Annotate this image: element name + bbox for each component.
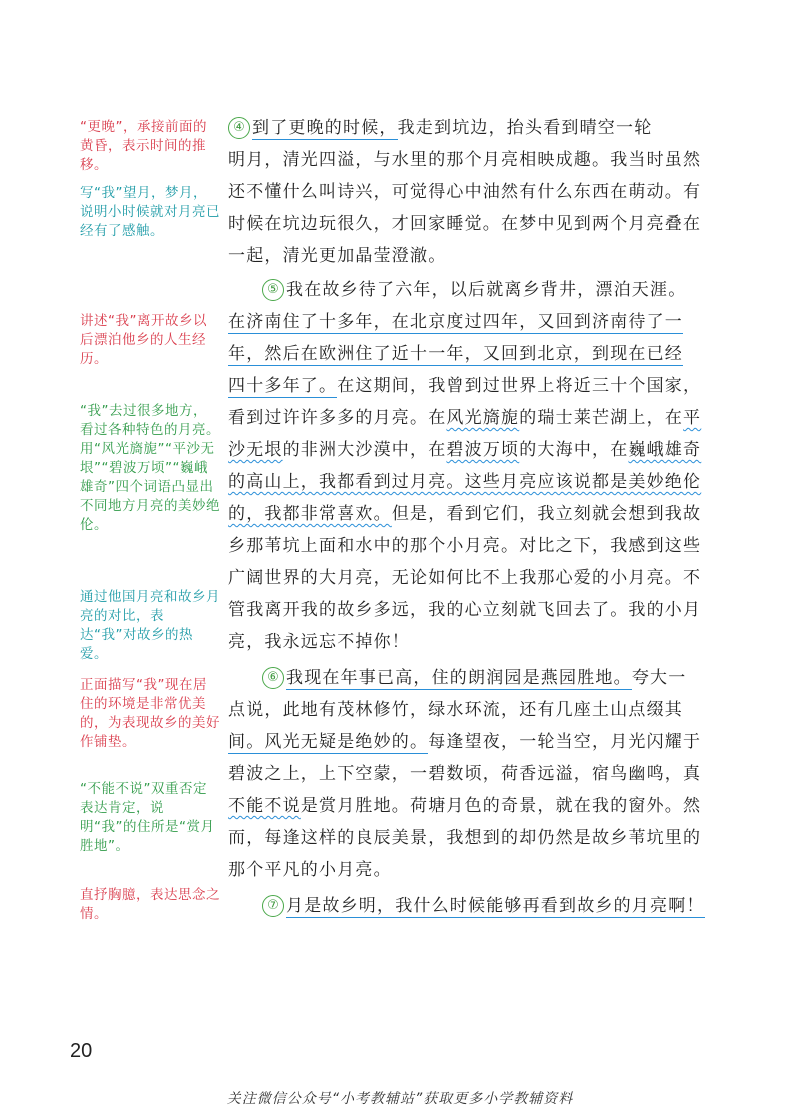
annotation-4: “我”去过很多地方，看过各种特色的月亮。用“风光旖旎”“平沙无垠”“碧波万顷”“巍峨雄奇”四个词语凸显出不同地方月亮的美妙绝伦。 [80,403,220,533]
p6-line [228,758,701,790]
text-run: 但是，看到它们，我立刻就会想到我故 [391,504,702,524]
text-run: 在这期间，我曾到过世界上将近三十个国家， [337,376,702,396]
footer-note: 关注微信公众号“小考教辅站”获取更多小学教辅资料 [226,1091,574,1107]
wavy-phrase: 碧波万顷 [446,440,520,460]
text-run: 夸大一 [631,668,687,688]
p5-line [228,370,701,402]
p4-line [228,208,701,240]
underlined-phrase: 月是故乡明，我什么时候能够再看到故乡的月亮啊！ [286,896,705,916]
annotation-1: “更晚”，承接前面的黄昏，表示时间的推移。 [80,119,207,173]
wavy-phrase: 沙无垠 [228,440,283,460]
underlined-phrase: 在济南住了十多年，在北京度过四年，又回到济南待了一 [228,312,683,332]
wavy-phrase: 平 [683,408,702,428]
underlined-phrase: 我现在年事已高，住的朗润园是燕园胜地。 [286,668,632,688]
p5-line [228,466,701,498]
text-run: 我走到坑边，抬头看到晴空一轮 [397,118,653,138]
p5-line [228,498,701,530]
underlined-phrase: 到了更晚的时候， [252,118,398,138]
text-run: 点说，此地有茂林修竹，绿水环流，还有几座土山点缀其 [228,700,683,720]
p5-line [228,306,683,338]
text-run: 我在故乡待了六年，以后就离乡背井，漂泊天涯。 [286,280,687,300]
text-run: 管我离开我的故乡多远，我的心立刻就飞回去了。我的小月 [228,600,702,620]
p6-line [228,790,701,822]
text-run: 时候在坑边玩很久，才回家睡觉。在梦中见到两个月亮叠在 [228,214,702,234]
p6-line [228,726,701,758]
wavy-phrase: 不能不说 [228,796,301,816]
annotation-3: 讲述“我”离开故乡以后漂泊他乡的人生经历。 [80,313,207,367]
p5-line [228,338,683,370]
p4-line [228,112,652,144]
p4-line [228,240,446,272]
p6-line [228,694,683,726]
p6-line [228,822,701,854]
p6-line [228,854,392,886]
paragraph-number: ⑤ [262,279,284,301]
paragraph-number: ④ [228,117,250,139]
p5-line [228,594,701,626]
annotation-6: 正面描写“我”现在居住的环境是非常优美的，为表现故乡的美好作铺垫。 [80,677,220,750]
text-run: 的非洲大沙漠中，在 [282,440,447,460]
text-run: 看到过许许多多的月亮。在 [228,408,447,428]
wavy-phrase: 的，我都非常喜欢。 [228,504,392,524]
text-run: 乡那苇坑上面和水中的那个小月亮。对比之下，我感到这些 [228,536,702,556]
underlined-phrase: 间。风光无疑是绝妙的。 [228,732,429,752]
p5-line [262,274,686,306]
wavy-phrase: 巍峨雄奇 [628,440,702,460]
wavy-phrase: 风光旖旎 [446,408,520,428]
underlined-phrase: 年，然后在欧洲住了近十一年，又回到北京，到现在已经 [228,344,683,364]
underlined-phrase: 四十多年了。 [228,376,338,396]
text-run: 碧波之上，上下空蒙，一碧数顷，荷香远溢，宿鸟幽鸣，真 [228,764,702,784]
p5-line [228,530,701,562]
paragraph-number: ⑦ [262,895,284,917]
text-run: 而，每逢这样的良辰美景，我想到的却仍然是故乡苇坑里的 [228,828,702,848]
text-run: 的大海中，在 [519,440,629,460]
page-number: 20 [70,1040,93,1062]
annotation-2: 写“我”望月，梦月，说明小时候就对月亮已经有了感触。 [80,185,220,239]
p5-line [228,402,701,434]
p4-line [228,144,701,176]
p6-line [262,662,686,694]
p7-line [262,890,705,922]
text-run: 广阔世界的大月亮，无论如何比不上我那心爱的小月亮。不 [228,568,702,588]
p5-line [228,562,701,594]
annotation-5: 通过他国月亮和故乡月亮的对比，表达“我”对故乡的热爱。 [80,589,220,662]
annotation-7: “不能不说”双重否定表达肯定，说明“我”的住所是“赏月胜地”。 [80,781,215,854]
p5-line [228,626,410,658]
text-run: 一起，清光更加晶莹澄澈。 [228,246,447,266]
wavy-phrase: 的高山上，我都看到过月亮。这些月亮应该说都是美妙绝伦 [228,472,702,492]
text-run: 那个平凡的小月亮。 [228,860,392,880]
paragraph-number: ⑥ [262,667,284,689]
text-run: 是赏月胜地。荷塘月色的奇景，就在我的窗外。然 [300,796,702,816]
text-run: 亮，我永远忘不掉你！ [228,632,410,652]
text-run: 明月，清光四溢，与水里的那个月亮相映成趣。我当时虽然 [228,150,702,170]
text-run: 还不懂什么叫诗兴，可觉得心中油然有什么东西在萌动。有 [228,182,702,202]
annotation-8: 直抒胸臆，表达思念之情。 [80,887,220,922]
p5-line [228,434,701,466]
text-run: 的瑞士莱芒湖上，在 [519,408,684,428]
text-run: 每逢望夜，一轮当空，月光闪耀于 [428,732,702,752]
p4-line [228,176,701,208]
